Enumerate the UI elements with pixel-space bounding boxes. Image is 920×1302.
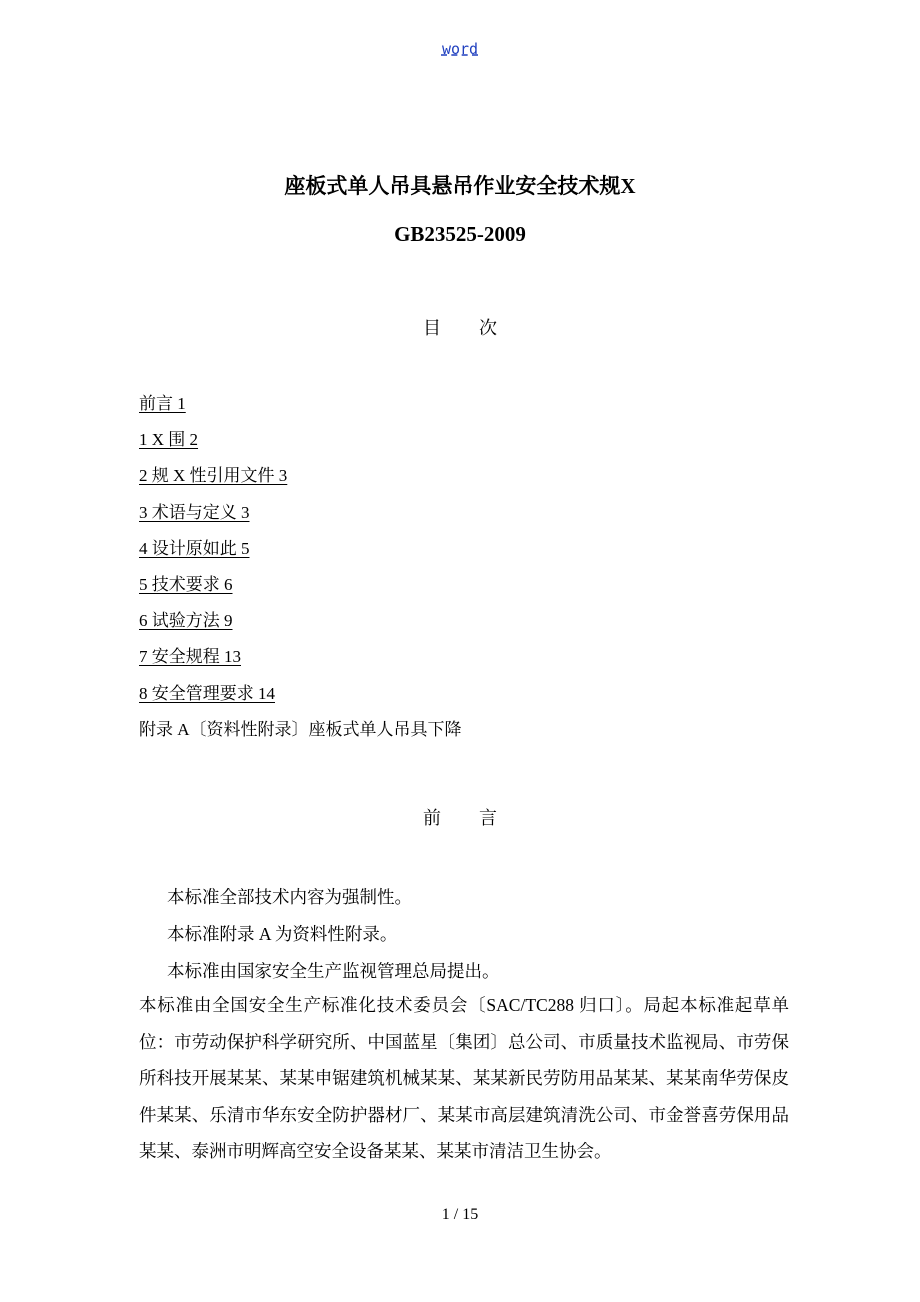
preface-paragraph: 本标准由国家安全生产监视管理总局提出。 xyxy=(167,961,500,981)
header-word-text[interactable]: word xyxy=(441,40,479,58)
toc-link-scope[interactable]: 1 X 围 2 xyxy=(139,430,199,450)
toc-item[interactable] xyxy=(139,392,462,428)
toc-item[interactable] xyxy=(139,573,462,609)
toc-item[interactable] xyxy=(139,501,462,537)
toc-link-safety-management[interactable]: 8 安全管理要求 14 xyxy=(139,683,275,703)
toc-item[interactable] xyxy=(139,464,462,500)
preface-heading: 前言 xyxy=(423,808,535,828)
preface-paragraph: 本标准附录 A 为资料性附录。 xyxy=(167,924,398,944)
toc-link-safety-rules[interactable]: 7 安全规程 13 xyxy=(139,647,241,667)
toc-link-test-methods[interactable]: 6 试验方法 9 xyxy=(139,611,233,631)
toc-item[interactable] xyxy=(139,609,462,645)
toc-link-design-principles[interactable]: 4 设计原如此 5 xyxy=(139,538,250,558)
toc-heading: 目次 xyxy=(423,318,535,338)
toc-item[interactable] xyxy=(139,428,462,464)
toc-link-normative-references[interactable]: 2 规 X 性引用文件 3 xyxy=(139,466,288,486)
header-word-link[interactable] xyxy=(0,40,920,58)
toc-item xyxy=(139,718,462,754)
toc-link-appendix-a: 附录 A〔资料性附录〕座板式单人吊具下降 xyxy=(139,719,462,739)
toc-item[interactable] xyxy=(139,645,462,681)
preface-paragraph: 本标准全部技术内容为强制性。 xyxy=(167,887,412,907)
toc-link-preface[interactable]: 前言 1 xyxy=(139,394,186,413)
document-title: 座板式单人吊具悬吊作业安全技术规X xyxy=(284,174,636,198)
preface-paragraph: 本标准由全国安全生产标准化技术委员会〔SAC/TC288 归口〕。局起本标准起草单位：市劳动保护科学研究所、中国蓝星〔集团〕总公司、市质量技术监视局、市劳保所科技开展某某、某某申锯建筑机械某某、某某新民劳防用品某某、某某南华劳保皮件某某、乐清市华东安全防护器材厂、某某市高层建筑清洗公司、市金誉喜劳保用品某某、泰洲市明辉高空安全设备某某、某某市清洁卫生协会。 xyxy=(139,995,789,1161)
toc-link-technical-requirements[interactable]: 5 技术要求 6 xyxy=(139,574,233,594)
document-code: GB23525-2009 xyxy=(394,222,526,246)
toc-link-terms[interactable]: 3 术语与定义 3 xyxy=(139,502,250,522)
page-number: 1 / 15 xyxy=(441,1206,479,1223)
toc-item[interactable] xyxy=(139,682,462,718)
table-of-contents xyxy=(139,392,462,754)
toc-item[interactable] xyxy=(139,537,462,573)
